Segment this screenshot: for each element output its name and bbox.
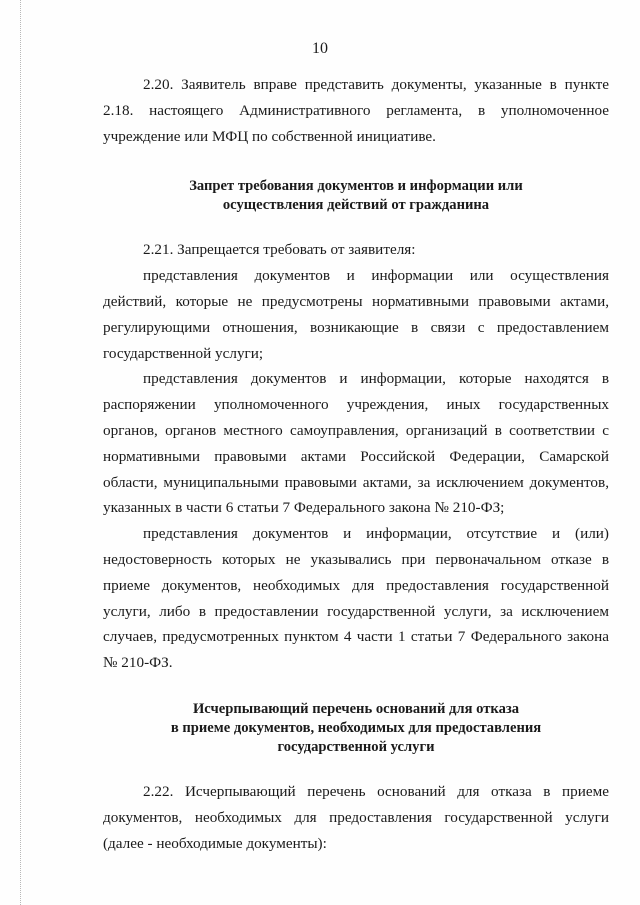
heading-line: государственной услуги <box>277 738 435 755</box>
heading-line: осуществления действий от гражданина <box>222 197 490 214</box>
paragraph-2-22: 2.22. Исчерпывающий перечень оснований для отказа в приеме документов, необходимых для предоставления государственной услуги (далее - необходимые документы): <box>103 782 609 852</box>
section-heading-prohibition <box>103 177 609 215</box>
heading-line: Запрет требования документов и информации или <box>189 178 523 195</box>
page-number: 10 <box>312 40 328 57</box>
paragraph-2-21-item-c: представления документов и информации, отсутствие и (или) недостоверность которых не указывались при первоначальном отказе в приеме документов, необходимых для предоставления государственной услуги, либо в предоставлении государственной услуги, за исключением случаев, предусмотренных пунктом 4 части 1 статьи 7 Федерального закона № 210-ФЗ. <box>103 525 609 672</box>
section-heading-refusal-grounds <box>103 700 609 757</box>
paragraph-2-21-item-a: представления документов и информации или осуществления действий, которые не предусмотрены нормативными правовыми актами, регулирующими отношения, возникающие в связи с предоставлением государственной услуги; <box>103 267 609 362</box>
paragraph-2-20: 2.20. Заявитель вправе представить документы, указанные в пункте 2.18. настоящего Административного регламента, в уполномоченное учреждение или МФЦ по собственной инициативе. <box>103 76 609 145</box>
scan-margin-line <box>20 0 21 905</box>
heading-line: Исчерпывающий перечень оснований для отказа <box>192 700 520 717</box>
paragraph-2-21-item-b: представления документов и информации, которые находятся в распоряжении уполномоченного учреждения, иных государственных органов, органов местного самоуправления, организаций в соответствии с нормативными правовыми актами Российской Федерации, Самарской области, муниципальными правовыми актами, за исключением документов, указанных в части 6 статьи 7 Федерального закона № 210-ФЗ; <box>103 370 609 517</box>
document-body <box>103 72 609 856</box>
heading-line: в приеме документов, необходимых для предоставления <box>170 719 542 736</box>
paragraph-2-21: 2.21. Запрещается требовать от заявителя: <box>143 241 416 259</box>
